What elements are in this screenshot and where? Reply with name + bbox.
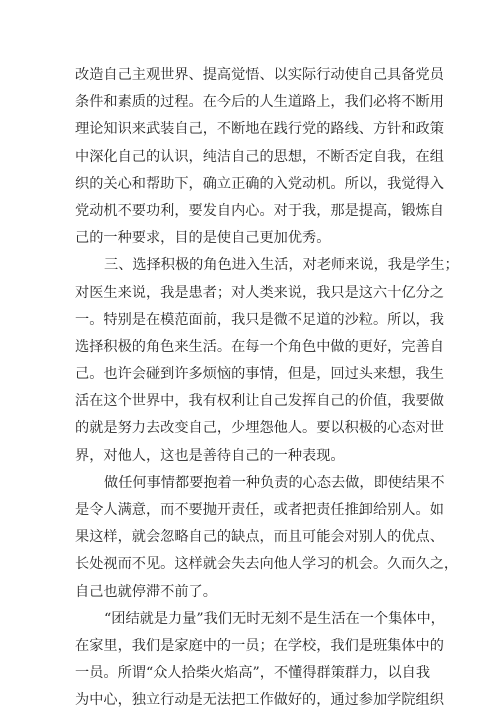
- text-line: 中深化自己的认识，纯洁自己的思想，不断否定自我，在组: [75, 148, 444, 165]
- text-line: 一。特别是在模范面前，我只是微不足道的沙粒。所以，我: [75, 311, 444, 328]
- paragraph-unity: [75, 606, 445, 715]
- text-line: 理论知识来武装自己，不断地在践行党的路线、方针和政策: [75, 121, 444, 138]
- text-line: 己的一种要求，目的是使自己更加优秀。: [75, 230, 331, 247]
- text-line: 三、选择积极的角色进入生活，对老师来说，我是学生；: [104, 257, 459, 274]
- document-body: [75, 62, 459, 715]
- text-line: 做任何事情都要抱着一种负责的心态去做，即使结果不: [104, 474, 445, 491]
- text-line: 条件和素质的过程。在今后的人生道路上，我们必将不断用: [75, 94, 444, 111]
- text-line: 活在这个世界中，我有权利让自己发挥自己的价值，我要做: [75, 393, 444, 410]
- text-line: 长处视而不见。这样就会失去向他人学习的机会。久而久之，: [75, 556, 459, 573]
- paragraph-motivation: [75, 62, 444, 252]
- text-line: “团结就是力量”我们无时无刻不是生活在一个集体中，: [104, 610, 445, 627]
- text-line: 自己也就停滞不前了。: [75, 583, 217, 600]
- text-line: 对医生来说，我是患者；对人类来说，我只是这六十亿分之: [75, 284, 444, 301]
- text-line: 织的关心和帮助下，确立正确的入党动机。所以，我觉得入: [75, 175, 444, 192]
- text-line: 的就是努力去改变自己，少埋怨他人。要以积极的心态对世: [75, 420, 444, 437]
- text-line: 在家里，我们是家庭中的一员；在学校，我们是班集体中的: [75, 637, 444, 654]
- text-line: 果这样，就会忽略自己的缺点，而且可能会对别人的优点、: [75, 529, 444, 546]
- paragraph-positive-role: [75, 252, 459, 470]
- text-line: 己。也许会碰到许多烦恼的事情，但是，回过头来想，我生: [75, 366, 444, 383]
- text-line: 一员。所谓“众人拾柴火焰高”，不懂得群策群力，以自我: [75, 665, 431, 682]
- text-line: 为中心，独立行动是无法把工作做好的，通过参加学院组织: [75, 692, 444, 709]
- text-line: 选择积极的角色来生活。在每一个角色中做的更好，完善自: [75, 338, 444, 355]
- text-line: 界，对他人，这也是善待自己的一种表现。: [75, 447, 345, 464]
- paragraph-responsibility: [75, 470, 459, 606]
- text-line: 是令人满意，而不要抛开责任，或者把责任推卸给别人。如: [75, 502, 444, 518]
- text-line: 改造自己主观世界、提高觉悟、以实际行动使自己具备党员: [75, 67, 444, 83]
- text-line: 党动机不要功利，要发自内心。对于我，那是提高，锻炼自: [75, 202, 444, 219]
